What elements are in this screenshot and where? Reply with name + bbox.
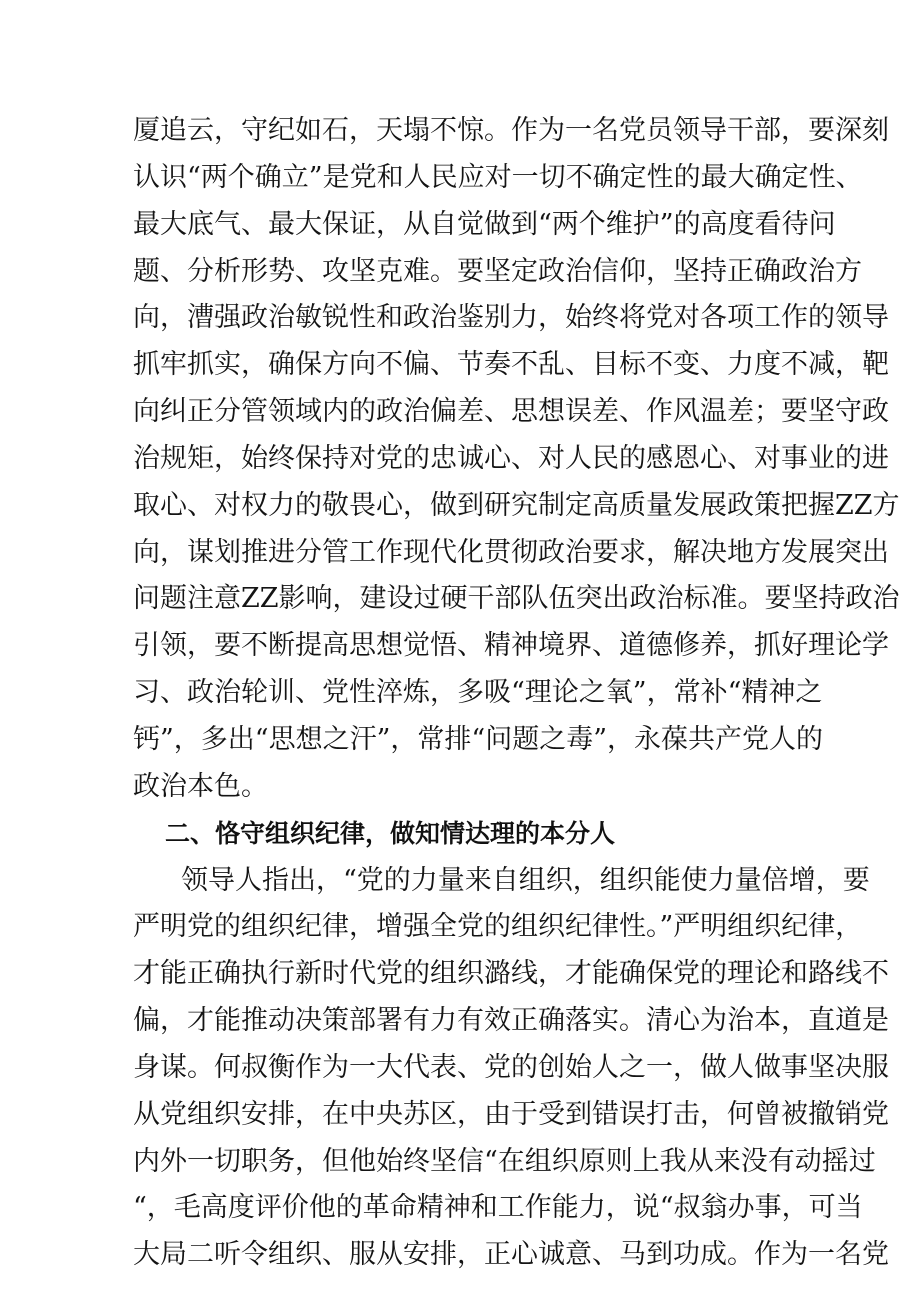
body-line: 问题注意ZZ影响，建设过硬干部队伍突出政治标准。要坚持政治 [133, 583, 900, 615]
body-line: 向，谋划推进分管工作现代化贯彻政治要求，解决地方发展突出 [133, 536, 889, 568]
section-heading: 二、恪守组织纪律，做知情达理的本分人 [165, 818, 616, 848]
body-line: 大局二听令组织、服从安排，正心诚意、马到功成。作为一名党 [133, 1239, 889, 1271]
body-line: 向，漕强政治敏锐性和政治鉴别力，始终将党对各项工作的领导 [133, 302, 889, 334]
body-line: 习、政治轮训、党性淬炼，多吸“理论之氧”，常补“精神之 [133, 677, 823, 709]
body-line: 钙”，多出“思想之汗”，常排“问题之毒”，永葆共产党人的 [133, 723, 824, 755]
body-line: 题、分析形势、攻坚克难。要坚定政治信仰，坚持正确政治方 [133, 255, 862, 287]
body-line: 抓牢抓实，确保方向不偏、节奏不乱、目标不变、力度不减，靶 [133, 349, 889, 381]
body-line: 政治本色。 [133, 770, 268, 802]
body-line: “，毛高度评价他的革命精神和工作能力，说“叔翁办事，可当 [133, 1192, 863, 1224]
body-line: 偏，才能推动决策部署有力有效正确落实。清心为治本，直道是 [133, 1005, 889, 1037]
document-body [133, 108, 900, 1279]
body-line: 厦追云，守纪如石，天塌不惊。作为一名党员领导干部，要深刻 [133, 115, 889, 146]
body-line: 从党组织安排，在中央苏区，由于受到错误打击，何曾被撤销党 [133, 1098, 889, 1130]
body-line: 内外一切职务，但他始终坚信“在组织原则上我从来没有动摇过 [133, 1145, 876, 1177]
body-line: 身谋。何叔衡作为一大代表、党的创始人之一，做人做事坚决服 [133, 1051, 889, 1083]
body-line: 向纠正分管领域内的政治偏差、思想误差、作风温差；要坚守政 [133, 396, 889, 428]
body-line: 治规矩，始终保持对党的忠诚心、对人民的感恩心、对事业的进 [133, 442, 889, 474]
body-line: 最大底气、最大保证，从自觉做到“两个维护”的高度看待问 [133, 208, 836, 240]
body-line: 认识“两个确立”是党和人民应对一切不确定性的最大确定性、 [133, 161, 863, 193]
body-line: 取心、对权力的敬畏心，做到研究制定高质量发展政策把握ZZ方 [133, 489, 900, 521]
body-line: 引领，要不断提高思想觉悟、精神境界、道德修养，抓好理论学 [133, 630, 889, 662]
body-line: 才能正确执行新时代党的组织潞线，才能确保党的理论和路线不 [133, 958, 889, 990]
body-line: 严明党的组织纪律，增强全党的组织纪律性。”严明组织纪律， [133, 911, 863, 943]
paragraph-first-line: 领导人指出，“党的力量来自组织，组织能使力量倍增，要 [181, 864, 870, 896]
